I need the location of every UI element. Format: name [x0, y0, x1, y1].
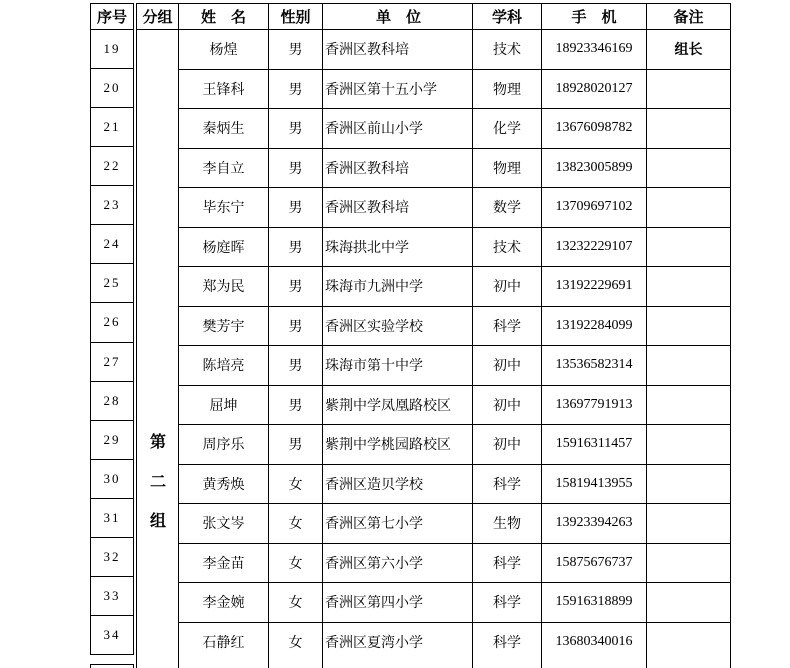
column-header-note: 备注 [673, 10, 704, 26]
name-cell: 秦炳生 [179, 109, 269, 149]
group-cell [137, 149, 179, 189]
serial-number: 23 [91, 186, 133, 225]
name-cell: 李金苗 [179, 544, 269, 584]
group-label-char: 组 [149, 513, 166, 530]
column-header-phone: 手 机 [542, 4, 647, 29]
gender-cell: 女 [269, 544, 323, 584]
subject-cell: 物理 [473, 70, 542, 110]
unit-cell: 紫荆中学凤凰路校区 [323, 386, 473, 426]
phone-cell: 13680340016 [542, 623, 647, 663]
serial-cutoff-cell [90, 664, 134, 668]
phone-cell: 13192229691 [542, 267, 647, 307]
unit-cell: 香洲区第六小学 [323, 544, 473, 584]
name-cell: 毕东宁 [179, 188, 269, 228]
table-row [137, 425, 730, 465]
unit-cell: 香洲区第十五小学 [323, 70, 473, 110]
phone-cell: 13536582314 [542, 346, 647, 386]
group-cell [137, 188, 179, 228]
column-header-group: 分组 [137, 4, 179, 29]
gender-cell: 男 [269, 425, 323, 465]
table-body [136, 30, 731, 668]
name-cell: 杨庭晖 [179, 228, 269, 268]
cutoff-row [137, 662, 730, 668]
name-cell: 杨煌 [179, 30, 269, 70]
note-cell [647, 228, 730, 268]
serial-number: 19 [91, 30, 133, 69]
group-cell [137, 228, 179, 268]
serial-number: 31 [91, 499, 133, 538]
table-row [137, 504, 730, 544]
group-cell [137, 623, 179, 663]
gender-cell: 女 [269, 504, 323, 544]
gender-cell: 男 [269, 188, 323, 228]
phone-cell: 15916318899 [542, 583, 647, 623]
gender-cell: 男 [269, 149, 323, 189]
table-row [137, 188, 730, 228]
gender-cell: 男 [269, 228, 323, 268]
group-label-char: 第 [149, 434, 166, 451]
unit-cell: 香洲区第七小学 [323, 504, 473, 544]
note-cell [647, 109, 730, 149]
name-cell: 李金婉 [179, 583, 269, 623]
subject-cell: 初中 [473, 425, 542, 465]
table-row [137, 346, 730, 386]
phone-cell: 13923394263 [542, 504, 647, 544]
subject-cell: 化学 [473, 109, 542, 149]
serial-number: 25 [91, 264, 133, 303]
subject-cell: 初中 [473, 267, 542, 307]
note-cell [647, 465, 730, 505]
subject-cell: 技术 [473, 228, 542, 268]
gender-cell: 男 [269, 386, 323, 426]
table-row [137, 228, 730, 268]
gender-cell: 女 [269, 465, 323, 505]
column-header-name: 姓 名 [179, 4, 269, 29]
name-cell: 陈培亮 [179, 346, 269, 386]
name-cell: 樊芳宇 [179, 307, 269, 347]
gender-cell: 男 [269, 267, 323, 307]
subject-cell: 物理 [473, 149, 542, 189]
group-cell [137, 662, 179, 668]
phone-cell: 18928020127 [542, 70, 647, 110]
subject-cell: 生物 [473, 504, 542, 544]
subject-cell: 技术 [473, 30, 542, 70]
note-cell [647, 583, 730, 623]
note-cell [647, 623, 730, 663]
unit-cell: 香洲区教科培 [323, 30, 473, 70]
name-cell [179, 662, 269, 668]
column-header-gender: 性别 [269, 4, 323, 29]
gender-cell: 男 [269, 70, 323, 110]
name-cell: 石静红 [179, 623, 269, 663]
phone-cell [542, 662, 647, 668]
table-row [137, 544, 730, 584]
unit-cell: 紫荆中学桃园路校区 [323, 425, 473, 465]
note-cell [647, 307, 730, 347]
group-cell [137, 30, 179, 70]
table-header-row [136, 3, 731, 30]
subject-cell: 数学 [473, 188, 542, 228]
phone-cell: 18923346169 [542, 30, 647, 70]
subject-cell: 初中 [473, 386, 542, 426]
unit-cell: 珠海市九洲中学 [323, 267, 473, 307]
group-cell [137, 465, 179, 505]
note-cell [647, 70, 730, 110]
column-header-unit: 单 位 [323, 4, 473, 29]
serial-number: 29 [91, 421, 133, 460]
name-cell: 黄秀焕 [179, 465, 269, 505]
roster-table [136, 3, 731, 668]
subject-cell [473, 662, 542, 668]
name-cell: 张文岑 [179, 504, 269, 544]
serial-number-column [90, 3, 134, 668]
serial-number-cells [90, 30, 134, 655]
name-cell: 周序乐 [179, 425, 269, 465]
gender-cell: 男 [269, 30, 323, 70]
unit-cell: 珠海拱北中学 [323, 228, 473, 268]
note-cell [647, 662, 730, 668]
unit-cell: 香洲区夏湾小学 [323, 623, 473, 663]
name-cell: 王锋科 [179, 70, 269, 110]
subject-cell: 科学 [473, 307, 542, 347]
table-row [137, 70, 730, 110]
phone-cell: 13709697102 [542, 188, 647, 228]
subject-cell: 科学 [473, 544, 542, 584]
table-row [137, 583, 730, 623]
note-cell [647, 188, 730, 228]
group-label-char: 二 [149, 474, 166, 491]
group-cell [137, 504, 179, 544]
gender-cell [269, 662, 323, 668]
name-cell: 郑为民 [179, 267, 269, 307]
unit-cell: 香洲区实验学校 [323, 307, 473, 347]
unit-cell: 香洲区造贝学校 [323, 465, 473, 505]
table-row [137, 386, 730, 426]
serial-number: 32 [91, 538, 133, 577]
table-row [137, 267, 730, 307]
group-cell [137, 386, 179, 426]
note-cell [647, 386, 730, 426]
serial-number: 26 [91, 303, 133, 342]
serial-number: 22 [91, 147, 133, 186]
note-cell [647, 544, 730, 584]
column-header-serial: 序号 [90, 3, 134, 30]
group-cell [137, 267, 179, 307]
name-cell: 屈坤 [179, 386, 269, 426]
note-cell [647, 425, 730, 465]
subject-cell: 科学 [473, 465, 542, 505]
subject-cell: 初中 [473, 346, 542, 386]
unit-cell: 香洲区教科培 [323, 149, 473, 189]
gender-cell: 女 [269, 623, 323, 663]
group-cell [137, 109, 179, 149]
table-row [137, 30, 730, 70]
note-cell [647, 149, 730, 189]
phone-cell: 15819413955 [542, 465, 647, 505]
table-row [137, 465, 730, 505]
phone-cell: 13697791913 [542, 386, 647, 426]
unit-cell: 香洲区第四小学 [323, 583, 473, 623]
serial-number: 30 [91, 460, 133, 499]
note-cell [647, 267, 730, 307]
unit-cell: 香洲区教科培 [323, 188, 473, 228]
group-cell [137, 425, 179, 465]
phone-cell: 15916311457 [542, 425, 647, 465]
serial-number: 27 [91, 343, 133, 382]
phone-cell: 13192284099 [542, 307, 647, 347]
serial-number: 24 [91, 225, 133, 264]
table-row [137, 623, 730, 663]
table-row [137, 149, 730, 189]
unit-cell: 香洲区前山小学 [323, 109, 473, 149]
phone-cell: 13676098782 [542, 109, 647, 149]
serial-number: 33 [91, 577, 133, 616]
serial-number: 34 [91, 616, 133, 655]
serial-column-gap [90, 655, 134, 664]
note-cell [647, 346, 730, 386]
gender-cell: 男 [269, 109, 323, 149]
phone-cell: 13232229107 [542, 228, 647, 268]
subject-cell: 科学 [473, 623, 542, 663]
group-cell [137, 307, 179, 347]
table-row [137, 109, 730, 149]
note-cell [647, 504, 730, 544]
phone-cell: 13823005899 [542, 149, 647, 189]
serial-number: 28 [91, 382, 133, 421]
group-cell [137, 70, 179, 110]
serial-number: 20 [91, 69, 133, 108]
column-header-subject: 学科 [473, 4, 542, 29]
note-cell: 组长 [647, 30, 730, 70]
gender-cell: 女 [269, 583, 323, 623]
unit-cell [323, 662, 473, 668]
gender-cell: 男 [269, 307, 323, 347]
table-row [137, 307, 730, 347]
group-cell [137, 346, 179, 386]
gender-cell: 男 [269, 346, 323, 386]
unit-cell: 珠海市第十中学 [323, 346, 473, 386]
group-cell [137, 544, 179, 584]
phone-cell: 15875676737 [542, 544, 647, 584]
name-cell: 李自立 [179, 149, 269, 189]
group-cell [137, 583, 179, 623]
subject-cell: 科学 [473, 583, 542, 623]
serial-number: 21 [91, 108, 133, 147]
